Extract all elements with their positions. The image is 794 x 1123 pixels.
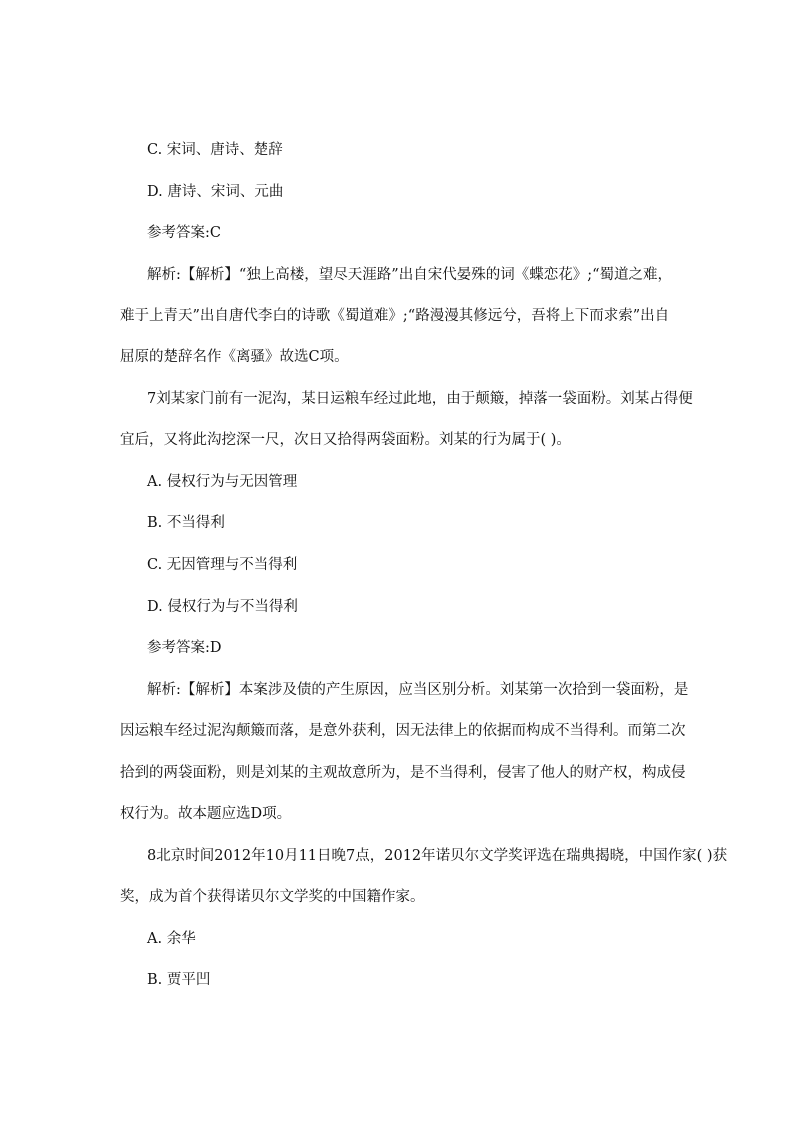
explanation-q7-line2: 因运粮车经过泥沟颠簸而落，是意外获利，因无法律上的依据而构成不当得利。而第二次 [120,723,686,739]
option-c-q7: C. 无因管理与不当得利 [147,557,298,573]
question-7-line2: 宜后，又将此沟挖深一尺，次日又拾得两袋面粉。刘某的行为属于( )。 [120,432,571,448]
explanation-q7-line4: 权行为。故本题应选D项。 [120,806,292,822]
explanation-q6-line2: 难于上青天”出自唐代李白的诗歌《蜀道难》;“路漫漫其修远兮，吾将上下而求索”出自 [120,308,670,324]
question-8-line1: 8北京时间2012年10月11日晚7点，2012年诺贝尔文学奖评选在瑞典揭晓，中国作家( )获 [147,848,728,864]
option-c-q6: C. 宋词、唐诗、楚辞 [147,142,283,158]
answer-q6: 参考答案:C [147,225,221,241]
explanation-q6-line3: 屈原的楚辞名作《离骚》故选C项。 [120,349,349,365]
question-7-line1: 7刘某家门前有一泥沟，某日运粮车经过此地，由于颠簸，掉落一袋面粉。刘某占得便 [147,391,693,407]
question-8-line2: 奖，成为首个获得诺贝尔文学奖的中国籍作家。 [120,889,425,905]
answer-q7: 参考答案:D [147,640,222,656]
option-d-q6: D. 唐诗、宋词、元曲 [147,184,284,200]
explanation-q7-line1: 解析:【解析】本案涉及债的产生原因，应当区别分析。刘某第一次拾到一袋面粉，是 [147,682,689,698]
explanation-q7-line3: 拾到的两袋面粉，则是刘某的主观故意所为，是不当得利，侵害了他人的财产权，构成侵 [120,765,686,781]
option-d-q7: D. 侵权行为与不当得利 [147,599,298,615]
explanation-q6-line1: 解析:【解析】“独上高楼，望尽天涯路”出自宋代晏殊的词《蝶恋花》;“蜀道之难， [147,267,673,283]
option-a-q7: A. 侵权行为与无因管理 [147,474,298,490]
option-a-q8: A. 余华 [147,931,196,947]
option-b-q8: B. 贾平凹 [147,972,211,988]
option-b-q7: B. 不当得利 [147,515,225,531]
